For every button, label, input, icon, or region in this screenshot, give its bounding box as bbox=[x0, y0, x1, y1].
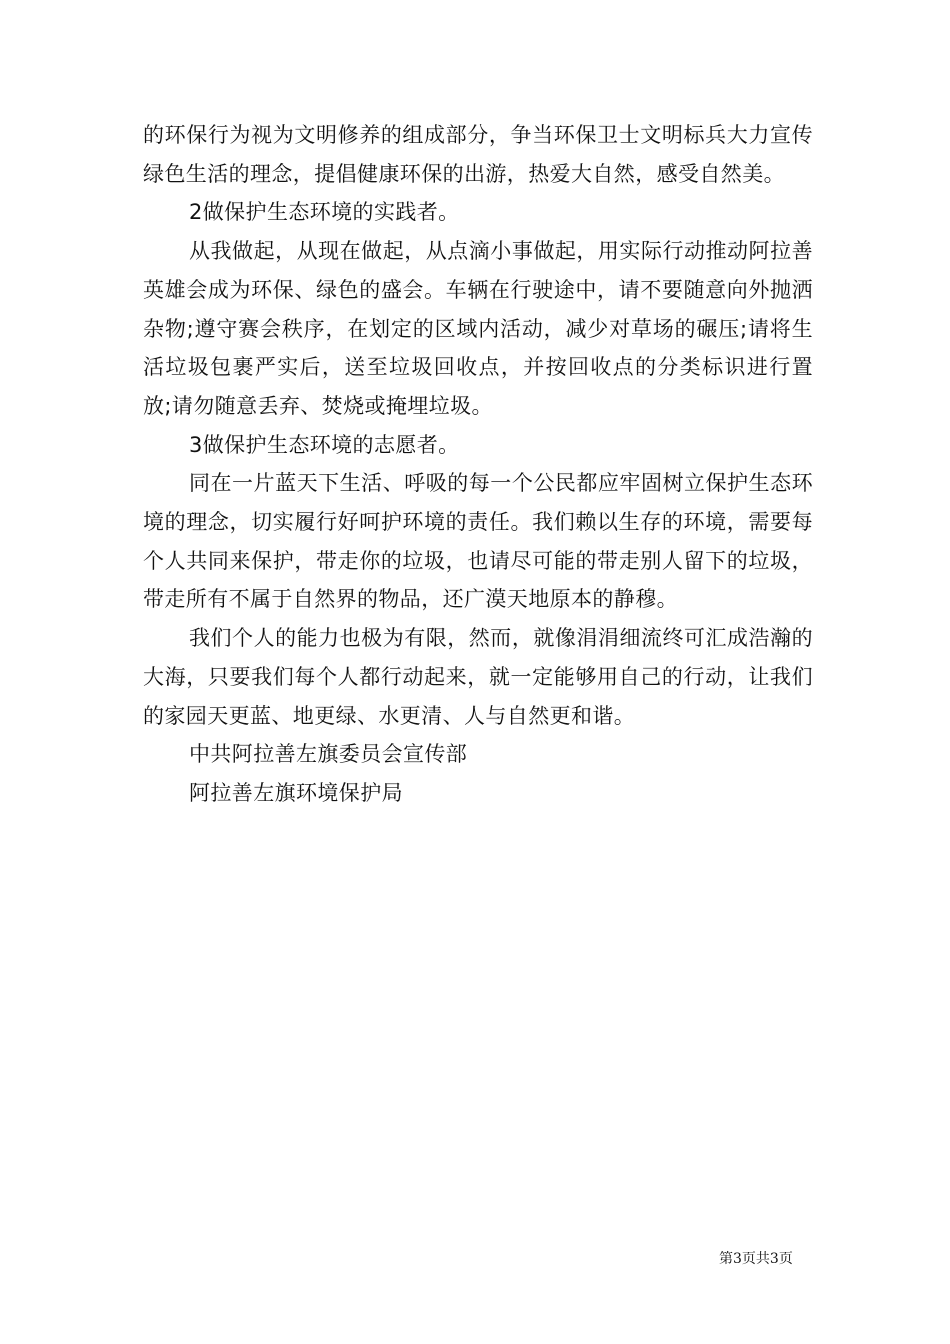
page-number-footer: 第3页共3页 bbox=[719, 1251, 793, 1267]
paragraph-practice: 从我做起，从现在做起，从点滴小事做起，用实际行动推动阿拉善英雄会成为环保、绿色的盛会。车辆在行驶途中，请不要随意向外抛洒杂物;遵守赛会秩序，在划定的区域内活动，减少对草场的碾压;请将生活垃圾包裹严实后，送至垃圾回收点，并按回收点的分类标识进行置放;请勿随意丢弃、焚烧或掩埋垃圾。 bbox=[143, 239, 813, 418]
paragraph-volunteer: 同在一片蓝天下生活、呼吸的每一个公民都应牢固树立保护生态环境的理念，切实履行好呵护环境的责任。我们赖以生存的环境，需要每个人共同来保护，带走你的垃圾，也请尽可能的带走别人留下的垃圾，带走所有不属于自然界的物品，还广漠天地原本的静穆。 bbox=[143, 471, 813, 612]
paragraph-continuation: 的环保行为视为文明修养的组成部分，争当环保卫士文明标兵大力宣传绿色生活的理念，提倡健康环保的出游，热爱大自然，感受自然美。 bbox=[143, 123, 813, 186]
signature-propaganda-department: 中共阿拉善左旗委员会宣传部 bbox=[189, 742, 468, 767]
document-body bbox=[143, 116, 813, 813]
section-heading-practitioner: 2做保护生态环境的实践者。 bbox=[189, 200, 460, 225]
section-heading-volunteer: 3做保护生态环境的志愿者。 bbox=[189, 432, 460, 457]
signature-environmental-bureau: 阿拉善左旗环境保护局 bbox=[189, 780, 403, 805]
paragraph-conclusion: 我们个人的能力也极为有限，然而，就像涓涓细流终可汇成浩瀚的大海，只要我们每个人都行动起来，就一定能够用自己的行动，让我们的家园天更蓝、地更绿、水更清、人与自然更和谐。 bbox=[143, 626, 813, 728]
